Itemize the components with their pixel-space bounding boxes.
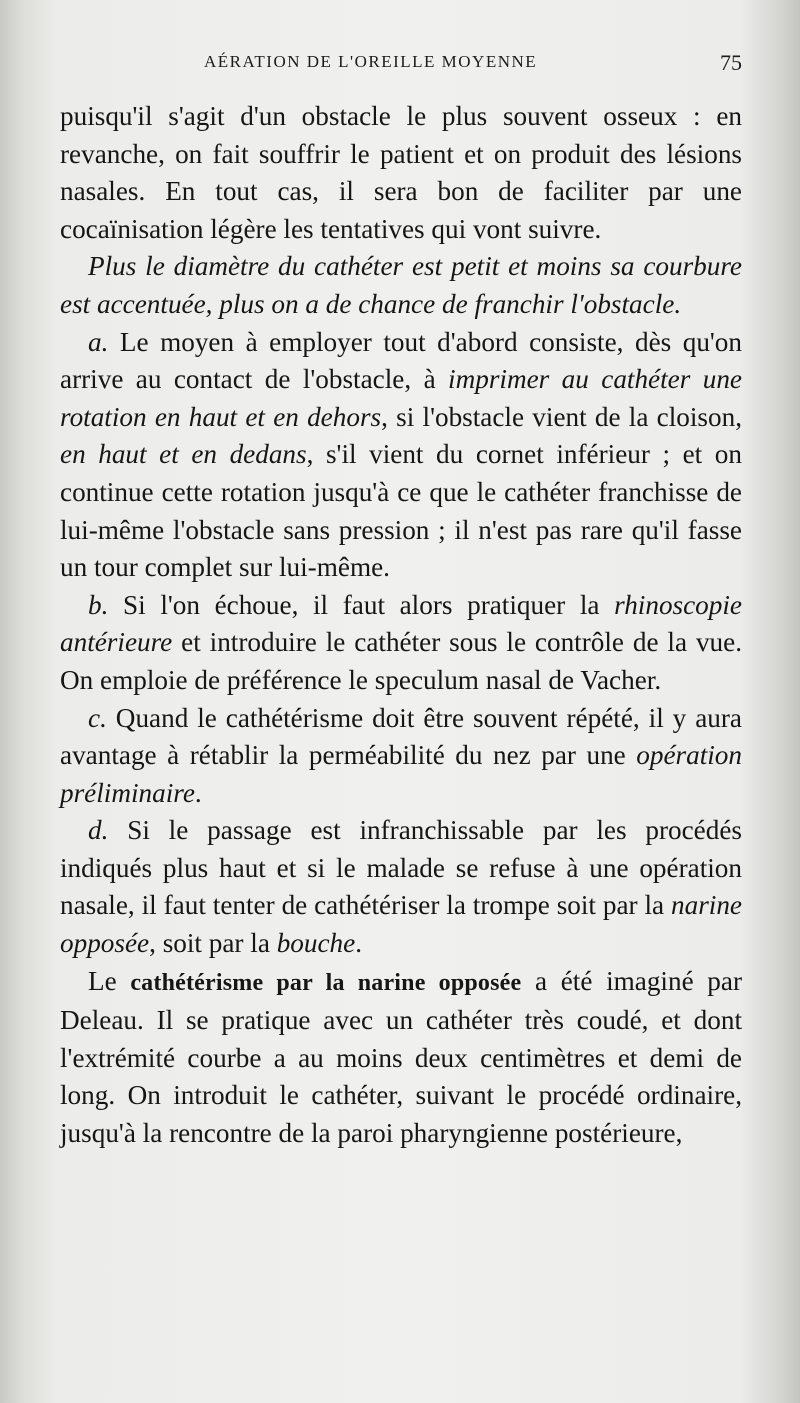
page-header <box>60 50 742 80</box>
paragraph-e <box>60 963 742 1153</box>
paragraph-e-bold-term: cathétérisme par la narine opposée <box>130 969 522 996</box>
paragraph-a-emphasis-2: en haut et en dedans <box>60 439 307 470</box>
paragraph-c-text-1: Quand le cathétérisme doit être souvent répété, il y aura avantage à rétablir la perméabilité du nez par une <box>60 702 742 771</box>
paragraph-2-italic: Plus le diamètre du cathéter est petit et moins sa courbure est accentuée, plus on a de chance de franchir l'obstacle. <box>60 251 742 319</box>
item-letter-c: c. <box>88 702 107 733</box>
running-title: AÉRATION DE L'OREILLE MOYENNE <box>204 52 538 71</box>
paragraph-d-text-3: . <box>355 928 363 959</box>
page-number: 75 <box>720 50 742 75</box>
paragraph-a-text-3: , s'il vient du cornet inférieur ; et on continue cette rotation jusqu'à ce que le cathéter franchisse de lui-même l'obstacle sans pression ; il n'est pas rare qu'il fasse un tour complet sur lui-même. <box>60 439 742 583</box>
body-text <box>60 98 742 1153</box>
item-letter-b: b. <box>88 589 109 620</box>
paragraph-d-emphasis-2: bouche <box>276 928 356 959</box>
paragraph-e-text-2: a été imaginé par Deleau. Il se pratique avec un cathéter très coudé, et dont l'extrémité courbe a au moins deux centimètres et demi de long. On introduit le cathéter, suivant le procédé ordinaire, jusqu'à la rencontre de la paroi pharyngienne postérieure, <box>60 965 743 1149</box>
paragraph-a-text-1: Le moyen à employer tout d'abord consiste, dès qu'on arrive au contact de l'obstacle, à <box>60 326 742 395</box>
paragraph-d-text-1: Si le passage est infranchissable par les procédés indiqués plus haut et si le malade se refuse à une opération nasale, il faut tenter de cathétériser la trompe soit par la <box>60 815 742 921</box>
paragraph-b-text-2: et introduire le cathéter sous le contrôle de la vue. On emploie de préférence le speculum nasal de Vacher. <box>60 627 742 695</box>
paragraph-a-emphasis-1: imprimer au cathéter une rotation en haut et en dehors <box>60 364 742 432</box>
paragraph-e-text-1: Le <box>88 965 131 996</box>
paragraph-c-text-2: . <box>194 777 202 808</box>
paragraph-d-emphasis-1: narine opposée <box>60 890 742 959</box>
paragraph-b-emphasis: rhinoscopie antérieure <box>60 589 742 658</box>
paragraph-d-text-2: , soit par la <box>149 928 277 959</box>
paragraph-b-text-1: Si l'on échoue, il faut alors pratiquer la <box>108 589 615 620</box>
paragraph-c <box>60 700 742 813</box>
paragraph-a <box>60 324 742 587</box>
paragraph-c-emphasis: opération préliminaire <box>60 740 742 808</box>
paragraph-a-text-2: , si l'obstacle vient de la cloison, <box>381 401 742 432</box>
paragraph-b <box>60 587 742 700</box>
paragraph-1: puisqu'il s'agit d'un obstacle le plus souvent osseux : en revanche, on fait souffrir le patient et on produit des lésions nasales. En tout cas, il sera bon de faciliter par une cocaïnisation légère les tentatives qui vont suivre. <box>60 101 742 244</box>
item-letter-a: a. <box>88 326 109 357</box>
item-letter-d: d. <box>88 815 109 846</box>
paragraph-d <box>60 812 742 962</box>
